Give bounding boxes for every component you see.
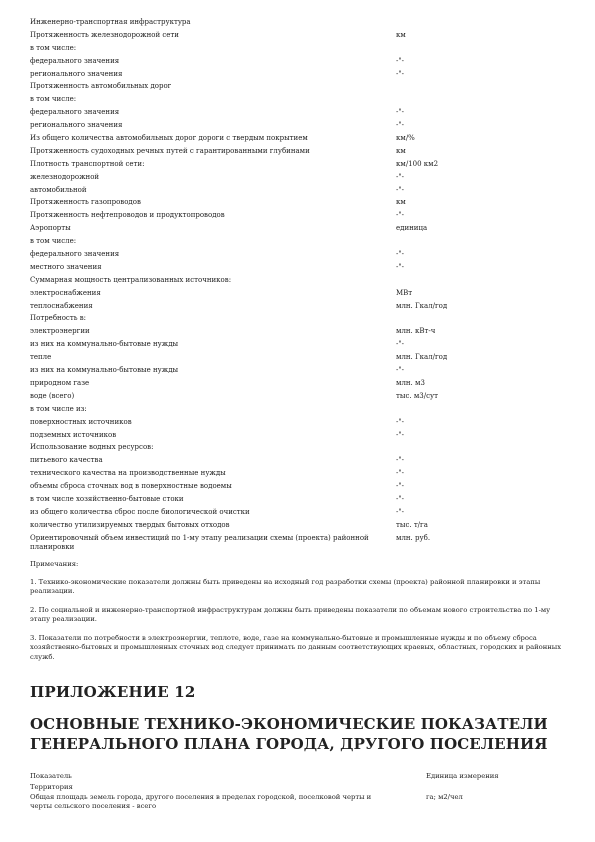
row-label: объемы сброса сточных вод в поверхностные водоемы xyxy=(30,482,232,491)
table-row xyxy=(30,261,575,274)
row-label: регионального значения xyxy=(30,121,123,130)
row-unit: -"- xyxy=(396,185,404,194)
row-label: Ориентировочный объем инвестиций по 1-му этапу реализации схемы (проекта) районной планировки xyxy=(30,533,369,551)
row-label: федерального значения xyxy=(30,56,120,65)
table-row xyxy=(30,171,575,184)
row-unit: млн. Гкал/год xyxy=(396,353,448,362)
table-row xyxy=(30,42,575,55)
row-unit: млн. Гкал/год xyxy=(396,301,448,310)
row-unit: -"- xyxy=(396,366,404,375)
table-row xyxy=(30,248,575,261)
row-label: Инженерно-транспортная инфраструктура xyxy=(30,18,191,26)
row-label: питьевого качества xyxy=(30,456,103,465)
row-label: Протяженность железнодорожной сети xyxy=(30,30,179,39)
table-row xyxy=(30,364,575,377)
appendix-heading: ПРИЛОЖЕНИЕ 12 xyxy=(30,683,196,701)
table-row xyxy=(30,93,575,106)
table-row xyxy=(30,390,575,403)
table-row xyxy=(30,132,575,145)
table-row xyxy=(30,467,575,480)
table-row xyxy=(30,300,575,313)
table-row xyxy=(30,441,575,454)
table-row xyxy=(30,55,575,68)
row-unit: МВт xyxy=(396,288,413,297)
table-row xyxy=(30,145,575,158)
table-row xyxy=(30,29,575,42)
row-label: Использование водных ресурсов: xyxy=(30,443,154,452)
row-unit: млн. м3 xyxy=(396,378,425,387)
row-unit: -"- xyxy=(396,482,404,491)
row-unit: млн. руб. xyxy=(396,533,431,542)
row-label: Потребность в: xyxy=(30,314,87,323)
table-row xyxy=(30,506,575,519)
table-row xyxy=(30,403,575,416)
row-label: технического качества на производственные нужды xyxy=(30,469,226,478)
note-2: 2. По социальной и инженерно-транспортной инфраструктурам должны быть приведены показатели по объемам нового строительства по 1-му этапу реализации. xyxy=(30,605,551,623)
row-unit: -"- xyxy=(396,56,404,65)
row-unit: -"- xyxy=(396,262,404,271)
table-row xyxy=(30,532,575,554)
table-row xyxy=(30,429,575,442)
row-unit: -"- xyxy=(396,121,404,130)
table-row xyxy=(30,325,575,338)
row-label: Общая площадь земель города, другого поселения в пределах городской, поселковой черты и черты сельского поселения - всего xyxy=(30,793,372,810)
row-unit: -"- xyxy=(396,340,404,349)
table-row xyxy=(30,209,575,222)
table-row xyxy=(30,119,575,132)
table-row xyxy=(30,274,575,287)
row-label: Протяженность судоходных речных путей с гарантированными глубинами xyxy=(30,146,310,155)
row-label: автомобильной xyxy=(30,185,87,194)
indicator-table xyxy=(30,16,575,554)
table-row xyxy=(30,106,575,119)
row-label: электроэнергии xyxy=(30,327,90,336)
table-row xyxy=(30,519,575,532)
row-label: поверхностных источников xyxy=(30,417,132,426)
row-label: Протяженность автомобильных дорог xyxy=(30,82,172,91)
table-row xyxy=(30,80,575,93)
row-unit: тыс. м3/сут xyxy=(396,391,438,400)
row-unit: -"- xyxy=(396,69,404,78)
row-label: Протяженность газопроводов xyxy=(30,198,141,207)
row-label: железнодорожной xyxy=(30,172,100,181)
row-unit: га; м2/чел xyxy=(426,793,463,801)
table-row xyxy=(30,16,575,29)
row-unit: -"- xyxy=(396,417,404,426)
row-unit: -"- xyxy=(396,494,404,503)
table-row xyxy=(30,68,575,81)
table-header-row xyxy=(30,770,575,782)
general-plan-table xyxy=(30,770,575,813)
row-unit: -"- xyxy=(396,211,404,220)
row-unit: км xyxy=(396,198,406,207)
row-label: в том числе из: xyxy=(30,404,87,413)
table-row xyxy=(30,377,575,390)
table-row xyxy=(30,196,575,209)
row-label: федерального значения xyxy=(30,108,120,117)
row-unit: -"- xyxy=(396,172,404,181)
table-row xyxy=(30,793,575,813)
row-label: из них на коммунально-бытовые нужды xyxy=(30,366,179,375)
row-label: регионального значения xyxy=(30,69,123,78)
column-header-unit: Единица измерения xyxy=(426,772,499,780)
note-1: 1. Технико-экономические показатели должны быть приведены на исходный год разработки схемы (проекта) районной планировки и этапы реализации. xyxy=(30,577,541,595)
row-label: подземных источников xyxy=(30,430,117,439)
table-row xyxy=(30,184,575,197)
table-row xyxy=(30,338,575,351)
table-row xyxy=(30,287,575,300)
row-label: в том числе: xyxy=(30,95,77,104)
table-row xyxy=(30,222,575,235)
table-row xyxy=(30,235,575,248)
row-unit: -"- xyxy=(396,456,404,465)
row-label: количество утилизируемых твердых бытовых отходов xyxy=(30,520,230,529)
row-label: федерального значения xyxy=(30,250,120,259)
row-unit: единица xyxy=(396,224,428,233)
row-label: в том числе: xyxy=(30,237,77,246)
row-label: теплоснабжения xyxy=(30,301,93,310)
row-unit: млн. кВт-ч xyxy=(396,327,436,336)
row-label: природном газе xyxy=(30,378,90,387)
table-row xyxy=(30,480,575,493)
section-label: Территория xyxy=(30,783,73,791)
row-unit: -"- xyxy=(396,469,404,478)
column-header-indicator: Показатель xyxy=(30,772,72,780)
row-label: тепле xyxy=(30,353,52,362)
row-unit: км/100 км2 xyxy=(396,159,439,168)
row-label: Суммарная мощность централизованных источников: xyxy=(30,275,232,284)
row-label: воде (всего) xyxy=(30,391,75,400)
row-label: из общего количества сброс после биологической очистки xyxy=(30,507,250,516)
row-unit: -"- xyxy=(396,108,404,117)
table-row xyxy=(30,493,575,506)
note-3: 3. Показатели по потребности в электроэнергии, теплоте, воде, газе на коммунально-бытовые и промышленные нужды и по объему сброса хозяйственно-бытовых и промышленных сточных вод следует принимать по данным соответствующих краевых, областных, городских и районных служб. xyxy=(30,633,562,661)
row-label: из них на коммунально-бытовые нужды xyxy=(30,340,179,349)
notes-section xyxy=(30,560,570,671)
row-unit: тыс. т/га xyxy=(396,520,428,529)
table-row xyxy=(30,312,575,325)
row-unit: км xyxy=(396,30,406,39)
row-label: Из общего количества автомобильных дорог дороги с твердым покрытием xyxy=(30,134,308,143)
table-row xyxy=(30,158,575,171)
table-row xyxy=(30,351,575,364)
table-row xyxy=(30,454,575,467)
row-unit: км/% xyxy=(396,134,415,143)
row-label: электроснабжения xyxy=(30,288,101,297)
row-label: в том числе хозяйственно-бытовые стоки xyxy=(30,494,184,503)
row-unit: км xyxy=(396,146,406,155)
row-unit: -"- xyxy=(396,250,404,259)
row-unit: -"- xyxy=(396,430,404,439)
row-label: Протяженность нефтепроводов и продуктопроводов xyxy=(30,211,225,220)
row-label: местного значения xyxy=(30,262,102,271)
row-label: в том числе: xyxy=(30,43,77,52)
row-unit: -"- xyxy=(396,507,404,516)
row-label: Плотность транспортной сети: xyxy=(30,159,145,168)
main-heading: ОСНОВНЫЕ ТЕХНИКО-ЭКОНОМИЧЕСКИЕ ПОКАЗАТЕЛИ ГЕНЕРАЛЬНОГО ПЛАНА ГОРОДА, ДРУГОГО ПОСЕЛЕНИЯ xyxy=(30,715,548,753)
row-label: Аэропорты xyxy=(30,224,71,233)
table-row xyxy=(30,416,575,429)
notes-title: Примечания: xyxy=(30,560,79,568)
